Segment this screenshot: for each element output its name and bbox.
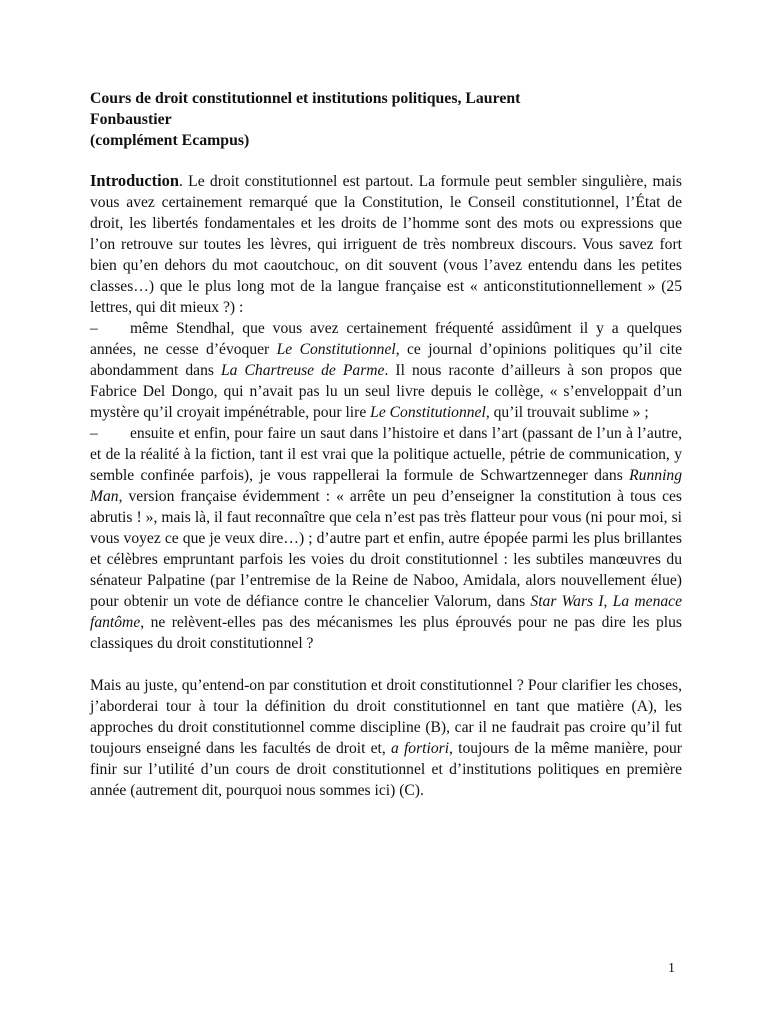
italic-title: Running Man bbox=[90, 467, 682, 505]
dash-bullet: – bbox=[90, 425, 98, 442]
list-item-text: ensuite et enfin, pour faire un saut dans l’histoire et dans l’art (passant de l’un à l’autre, et de la réalité à la fiction, tant il est vrai que la politique actuelle, pétrie de communication, y semble confinée parfois), je vous rappellerai la formule de Schwartzenneger dans Running Man, version française évidemment : « arrête un peu d’enseigner la constitution à tous ces abrutis ! », mais là, il faut reconnaître que cela n’est pas très flatteur pour vous (ni pour moi, si vous voyez ce que je veux dire…) ; d’autre part et enfin, autre épopée parmi les plus brillantes et célèbres empruntant parfois les voies du droit constitutionnel : les subtiles manœuvres du sénateur Palpatine (par l’entremise de la Reine de Naboo, Amidala, alors nouvellement élue) pour obtenir un vote de défiance contre le chancelier Valorum, dans Star Wars I, La menace fantôme, ne relèvent-elles pas des mécanismes les plus éprouvés pour ne pas dire les plus classiques du droit constitutionnel ? bbox=[90, 425, 683, 652]
list-item bbox=[90, 318, 682, 423]
title-line: Fonbaustier bbox=[90, 111, 172, 128]
title-line: Cours de droit constitutionnel et institutions politiques, Laurent bbox=[90, 90, 521, 107]
list bbox=[90, 318, 682, 654]
list-item bbox=[90, 423, 682, 654]
dash-bullet: – bbox=[90, 320, 98, 337]
italic-title: Star Wars I bbox=[530, 593, 604, 610]
closing-text: Mais au juste, qu’entend-on par constitution et droit constitutionnel ? Pour clarifier les choses, j’aborderai tour à tour la définition du droit constitutionnel en tant que matière (A), les approches du droit constitutionnel comme discipline (B), car il ne faudrait pas croire qu’il fut toujours enseigné dans les facultés de droit et, a fortiori, toujours de la même manière, pour finir sur l’utilité d’un cours de droit constitutionnel et d’institutions politiques en première année (autrement dit, pourquoi nous sommes ici) (C). bbox=[90, 677, 682, 799]
intro-label: Introduction bbox=[90, 171, 179, 190]
document-page bbox=[90, 88, 682, 801]
intro-text: . Le droit constitutionnel est partout. La formule peut sembler singulière, mais vous avez certainement remarqué que la Constitution, le Conseil constitutionnel, l’État de droit, les libertés fondamentales et les droits de l’homme sont des mots ou expressions que l’on retrouve sur toutes les lèvres, qui irriguent de très nombreux discours. Vous savez fort bien qu’en dehors du mot caoutchouc, on dit souvent (vous l’avez entendu dans les petites classes…) que le plus long mot de la langue française est « anticonstitutionnellement » (25 lettres, qui dit mieux ?) : bbox=[90, 173, 682, 316]
italic-title: Le Constitutionnel bbox=[370, 404, 486, 421]
document-title bbox=[90, 88, 682, 151]
italic-title: La menace fantôme bbox=[90, 593, 683, 631]
title-line: (complément Ecampus) bbox=[90, 132, 250, 149]
list-item-text: même Stendhal, que vous avez certainement fréquenté assidûment il y a quelques années, ne cesse d’évoquer Le Constitutionnel, ce journal d’opinions politiques qu’il cite abondamment dans La Chartreuse de Parme. Il nous raconte d’ailleurs à son propos que Fabrice Del Dongo, qui n’avait pas lu un seul livre depuis le collège, « s’enveloppait d’un mystère qu’il croyait impénétrable, pour lire Le Constitutionnel, qu’il trouvait sublime » ; bbox=[90, 320, 682, 421]
italic-title: La Chartreuse de Parme bbox=[221, 362, 385, 379]
italic-title: a fortiori bbox=[390, 740, 450, 757]
closing-paragraph bbox=[90, 675, 682, 801]
intro-paragraph bbox=[90, 170, 682, 318]
italic-title: Le Constitutionnel bbox=[276, 341, 396, 358]
page-number: 1 bbox=[668, 961, 675, 976]
